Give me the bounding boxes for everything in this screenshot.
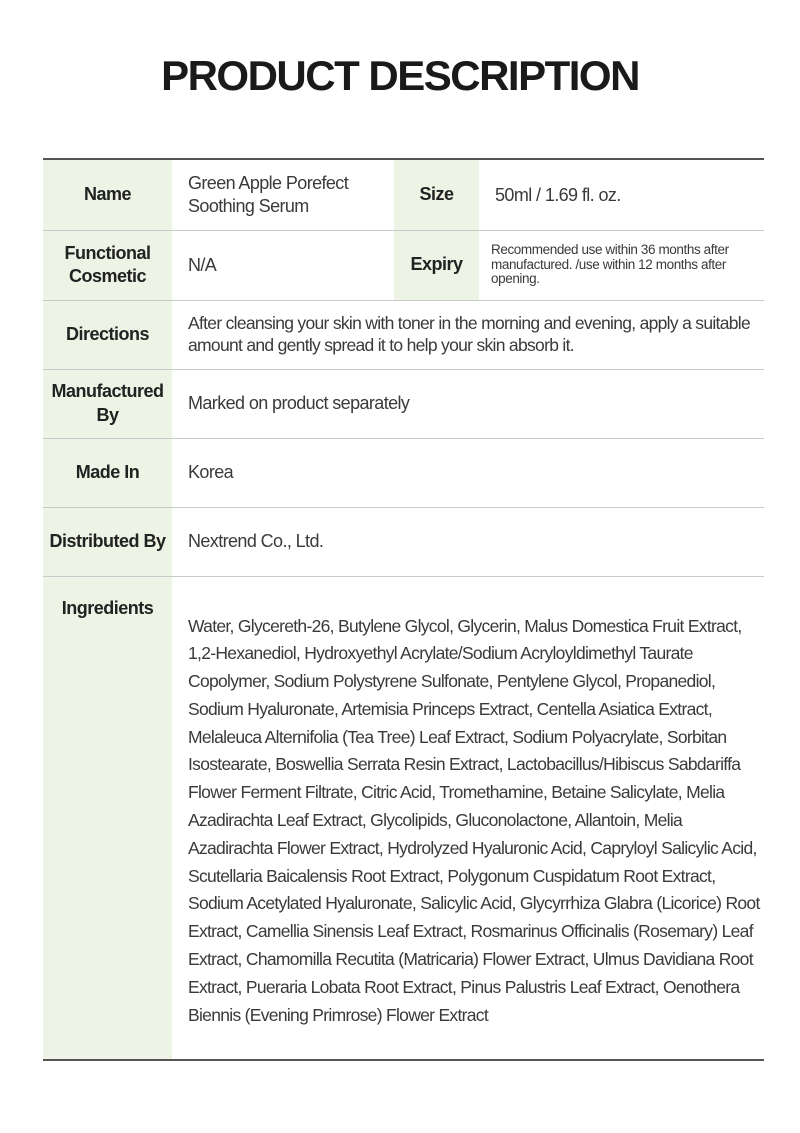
functional-cosmetic-label: Functional Cosmetic xyxy=(43,230,172,300)
row-functional-cosmetic xyxy=(43,230,764,300)
distributed-by-label: Distributed By xyxy=(43,507,172,576)
row-directions xyxy=(43,300,764,369)
row-distributed-by xyxy=(43,507,764,576)
size-label: Size xyxy=(394,159,479,230)
row-name xyxy=(43,159,764,230)
name-label: Name xyxy=(43,159,172,230)
size-value: 50ml / 1.69 fl. oz. xyxy=(479,159,764,230)
made-in-label: Made In xyxy=(43,438,172,507)
manufactured-by-label: Manufactured By xyxy=(43,369,172,438)
expiry-value: Recommended use within 36 months after manufactured. /use within 12 months after opening. xyxy=(479,230,764,300)
ingredients-value: Water, Glycereth-26, Butylene Glycol, Glycerin, Malus Domestica Fruit Extract, 1,2-Hexanediol, Hydroxyethyl Acrylate/Sodium Acryloyldimethyl Taurate Copolymer, Sodium Polystyrene Sulfonate, Pentylene Glycol, Propanediol, Sodium Hyaluronate, Artemisia Princeps Extract, Centella Asiatica Extract, Melaleuca Alternifolia (Tea Tree) Leaf Extract, Sodium Polyacrylate, Sorbitan Isostearate, Boswellia Serrata Resin Extract, Lactobacillus/Hibiscus Sabdariffa Flower Ferment Filtrate, Citric Acid, Tromethamine, Betaine Salicylate, Melia Azadirachta Leaf Extract, Glycolipids, Gluconolactone, Allantoin, Melia Azadirachta Flower Extract, Hydrolyzed Hyaluronic Acid, Capryloyl Salicylic Acid, Scutellaria Baicalensis Root Extract, Polygonum Cuspidatum Root Extract, Sodium Acetylated Hyaluronate, Salicylic Acid, Glycyrrhiza Glabra (Licorice) Root Extract, Camellia Sinensis Leaf Extract, Rosmarinus Officinalis (Rosemary) Leaf Extract, Chamomilla Recutita (Matricaria) Flower Extract, Ulmus Davidiana Root Extract, Pueraria Lobata Root Extract, Pinus Palustris Leaf Extract, Oenothera Biennis (Evening Primrose) Flower Extract xyxy=(188,615,760,1025)
name-value: Green Apple Porefect Soothing Serum xyxy=(172,159,394,230)
ingredients-label: Ingredients xyxy=(43,576,172,1060)
directions-value: After cleansing your skin with toner in the morning and evening, apply a suitable amount and gently spread it to help your skin absorb it. xyxy=(172,300,764,369)
row-ingredients xyxy=(43,576,764,1060)
distributed-by-value: Nextrend Co., Ltd. xyxy=(172,507,764,576)
product-spec-table xyxy=(43,158,764,1061)
manufactured-by-value: Marked on product separately xyxy=(172,369,764,438)
functional-cosmetic-value: N/A xyxy=(172,230,394,300)
made-in-value: Korea xyxy=(172,438,764,507)
row-made-in xyxy=(43,438,764,507)
expiry-label: Expiry xyxy=(394,230,479,300)
directions-label: Directions xyxy=(43,300,172,369)
row-manufactured-by xyxy=(43,369,764,438)
page-title: PRODUCT DESCRIPTION xyxy=(161,52,639,99)
